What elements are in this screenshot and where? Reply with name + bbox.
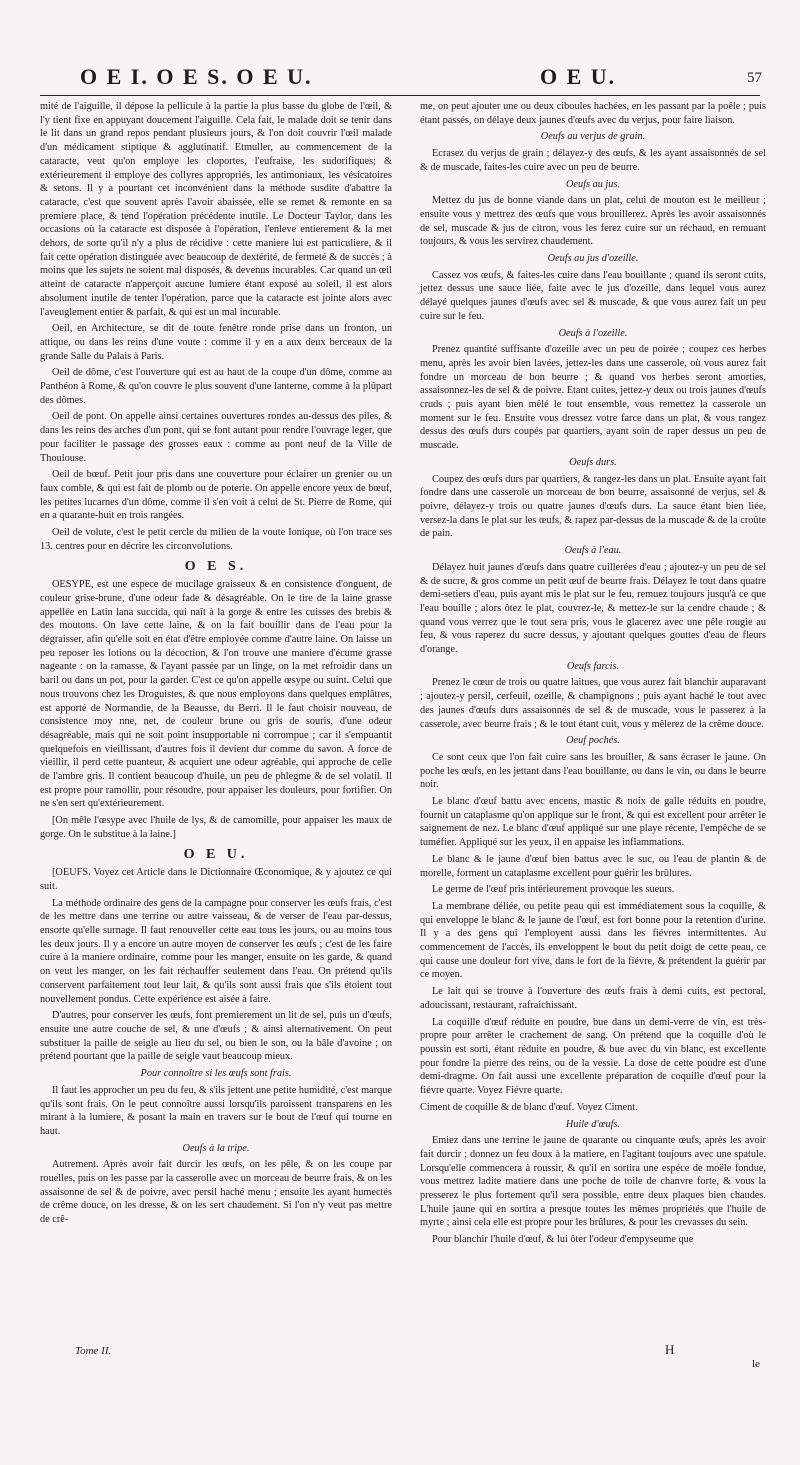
paragraph: Ecrasez du verjus de grain ; délayez-y des œufs, & les ayant assaisonnés de sel & de muscade, faites-les cuire avec un peu de beurre. — [420, 148, 766, 173]
paragraph: Mettez du jus de bonne viande dans un plat, celui de mouton est le meilleur ; ensuite vous y mettrez des œufs que vous brouillerez. Après les avoir assaisonnés de sel, muscade & jus de citron, vous les ferez cuire sur un réchaud, en remuant toujours, & vous les servirez chaudement. — [420, 195, 766, 248]
paragraph: Délayez huit jaunes d'œufs dans quatre cuillerées d'eau ; ajoutez-y un peu de sel & de sucre, & gros comme un petit œuf de beurre frais. Délayez le tout dans quatre demi-setiers d'eau, puis ayant mis le plat sur le feu, remuez toujours jusqu'à ce que l'eau bouille ; alors ôtez le plat, couvrez-le, & mettez-le sur la cendre chaude ; & quand vous verrez que le tout sera pris, vous le glacerez avec une pêle rougie au feu, & vous raperez du sucre dessus, y ajoutant quelques gouttes d'eau de fleurs d'orange. — [420, 561, 766, 656]
subheading: Oeufs à l'ozeille. — [558, 327, 628, 339]
paragraph: D'autres, pour conserver les œufs, font premierement un lit de sel, puis un d'œufs, ensuite une autre couche de sel, & une d'œufs ; & ainsi alternativement. On peut substituer la paille de seigle au lieu du sel, ou bien le son, ou la bâle d'avoine ; on prétend pourtant que la paille de seigle vaut beaucoup mieux. — [40, 1010, 392, 1063]
right-column — [420, 100, 766, 1250]
running-head-left: O E I. O E S. O E U. — [80, 64, 313, 89]
paragraph: Ciment de coquille & de blanc d'œuf. Voyez Ciment. — [420, 1101, 638, 1113]
paragraph: Cassez vos œufs, & faites-les cuire dans l'eau bouillante ; quand ils seront cuits, jettez dessus une sauce liée, faite avec le jus d'ozeille, dans lequel vous aurez délayé quelques jaunes d'œufs avec sel & muscade, & que vous aurez fait un peu cuire sur le feu. — [420, 269, 766, 322]
paragraph: Prenez quantité suffisante d'ozeille avec un peu de poirée ; coupez ces herbes menu, après les avoir bien lavées, jettez-les dans une casserole, où vous aurez fait fondre un morceau de bon beurre ; & quand vos herbes seront amorties, assaisonnez-les de sel & de poivre. Etant cuites, jettez-y deux ou trois jaunes d'œufs cruds ; puis ayant bien mêlé le tout ensemble, vous remettez la casserole un moment sur le feu. Ensuite vous dressez votre farce dans un plat, & vous rangez dessus des œufs durs coupés par quartiers, ayant soin de raper dessus un peu de muscade. — [420, 344, 766, 452]
paragraph: Le germe de l'œuf pris intérieurement provoque les sueurs. — [432, 884, 675, 896]
subheading: Pour connoître si les œufs sont frais. — [140, 1068, 292, 1080]
subheading: Oeufs au jus d'ozeille. — [547, 253, 639, 265]
paragraph: Oeil de dôme, c'est l'ouverture qui est au haut de la coupe d'un dôme, comme au Panthéon à Rome, & qu'on couvre le plus souvent d'une lanterne, comme à la plûpart des dômes. — [40, 367, 392, 406]
paragraph: me, on peut ajouter une ou deux ciboules hachées, en les passant par la poêle ; puis étant passés, on délaye deux jaunes d'œufs avec du verjus, pour faire liaison. — [420, 101, 766, 126]
paragraph: Oeil de pont. On appelle ainsi certaines ouvertures rondes au-dessus des piles, & dans les reins des arches d'un pont, qui se font autant pour rendre l'ouvrage leger, que pour faciliter le passage des grosses eaux : comme au pont neuf de la Ville de Thoulouse. — [40, 411, 392, 464]
paragraph: Le blanc d'œuf battu avec encens, mastic & noix de galle réduits en poudre, fournit un cataplasme qu'on applique sur le front, & qui est excellent pour arrêter le saignement de nez. Le blanc d'œuf appliqué sur une playe récente, l'empêche de se tuméfier. Appliqué sur les yeux, il en appaise les inflammations. — [420, 796, 766, 849]
volume-footer: Tome II. — [75, 1345, 112, 1357]
signature-mark: H — [665, 1342, 675, 1357]
paragraph: mité de l'aiguille, il dépose la pellicule à la partie la plus basse du globe de l'œil, & l'y tient fixe en appuyant doucement l'aiguille. Cela fait, le malade doit se tenir dans le lit dans un grand repos pendant plusieurs jours, & l'on doit couvrir l'œil malade d'un médicament stiptique & agglutinatif. Etmuller, au commencement de la cataracte, veut qu'on employe les cloportes, l'eufraise, les sudorifiques; & extérieurement il employe des collyres appropriés, les antimoniaux, les vésicatoires & setons. Il y a pourtant cet inconvénient dans la méthode susdite d'abattre la cataracte, c'est que souvent après l'avoir abaissée, elle se remet & remonte en sa premiere place, & tend l'opération précédente inutile. Le Docteur Taylor, dans les occasions où la cataracte est disposée à l'opération, l'enleve entierement & la met dehors, de sorte qu'il n'y a plus de récidive : cette maniere lui est particuliere, & il fait cette opération distinguée avec beaucoup de dextérité, de fermeté & de succès ; à moins que les sujets ne soient mal disposés, & devenus incurables. Car quand un œil atteint de cataracte n'apperçoit aucune lumiere étant exposé au soleil, il est alors absolument inutile de tenter l'opération, parce que la cataracte est jointe alors avec l'aveuglement entier & parfait, & qui est un mal incurable. — [40, 101, 392, 318]
paragraph: [On mêle l'œsype avec l'huile de lys, & de camomille, pour appaiser les maux de gorge. On le substitue à la laine.] — [40, 815, 392, 840]
paragraph: Oeil, en Architecture, se dit de toute fenêtre ronde prise dans un fronton, un attique, ou dans les reins d'une voute : comme il y en a aux deux berceaux de la grande Salle du Palais à Paris. — [40, 323, 392, 362]
running-head-right: O E U. — [540, 64, 617, 89]
paragraph: Oeil de bœuf. Petit jour pris dans une couverture pour éclairer un grenier ou un faux comble, & qui est fait de plomb ou de poterie. On appelle encore yeux de bœuf, les petites lucarnes d'un dôme, comme il s'en voit à celui de St. Pierre de Rome, qui en a quarante-huit en trois rangées. — [40, 469, 392, 522]
paragraph: Le blanc & le jaune d'œuf bien battus avec le suc, ou l'eau de plantin & de morelle, forment un cataplasme excellent pour guérir les brûlures. — [420, 853, 766, 879]
subheading: Oeuf pochés. — [566, 735, 620, 747]
left-column — [40, 100, 392, 1230]
paragraph: La membrane déliée, ou petite peau qui est immédiatement sous la coquille, & qui enveloppe le blanc & le jaune de l'œuf, est fort bonne pour la retention d'urine. Il y a des gens qui l'employent aussi dans les fiévres intermittentes. Au commencement de l'accès, ils enveloppent le bout du petit doigt de cette peau, ce qui cause une douleur fort vive, dans le fort de la fiévre, & prétendent la guérir par ce moyen. — [420, 900, 766, 981]
subheading: Oeufs farcis. — [566, 660, 620, 672]
paragraph: [OEUFS. Voyez cet Article dans le Dictionnaire Œconomique, & y ajoutez ce qui suit. — [40, 867, 392, 892]
subheading: Oeufs au verjus de grain. — [540, 131, 646, 143]
subheading: Oeufs au jus. — [565, 178, 621, 190]
paragraph: La coquille d'œuf réduite en poudre, bue dans un demi-verre de vin, est très-propre pour arrêter le crachement de sang. On prétend que la coquille d'où le poussin est sorti, étant réduite en poudre, & bue avec du vin blanc, est excellente pour fondre la pierre des reins, ou de la vessie. La dose de cette poudre est d'une demi-dragme. On fait aussi une excellente préparation de coquille d'œuf pour la fiévre quarte. Voyez Fiévre quarte. — [420, 1016, 766, 1097]
catchword: le — [752, 1358, 760, 1370]
subheading: Oeufs à la tripe. — [182, 1142, 250, 1154]
paragraph: Il faut les approcher un peu du feu, & s'ils jettent une petite humidité, c'est marque qu'ils sont frais. On le peut connoître aussi lorsqu'ils paroissent transparens en les mirant à la lumiere, & posant la main en travers sur le bout de l'œuf qui tourne en haut. — [40, 1084, 392, 1137]
header-rule — [40, 95, 760, 96]
subheading: Oeufs durs. — [569, 456, 617, 468]
paragraph: Prenez le cœur de trois ou quatre laitues, que vous aurez fait blanchir auparavant ; ajoutez-y persil, cerfeuil, ozeille, & champignons ; puis ayant haché le tout avec des jaunes d'œufs durs assaisonnés de sel & de muscade, vous le passerez à la casserole, avec beurre frais ; & le tout étant cuit, vous y mêlerez de la crême douce. — [420, 677, 766, 730]
paragraph: Le lait qui se trouve à l'ouverture des œufs frais à demi cuits, est pectoral, adoucissant, restaurant, rafraichissant. — [420, 986, 766, 1011]
paragraph: Coupez des œufs durs par quartiers, & rangez-les dans un plat. Ensuite ayant fait fondre dans une casserole un morceau de bon beurre, assaisonné de verjus, sel & poivre, délayez-y trois ou quatre jaunes d'œufs durs. La sauce étant bien liée, versez-la dans le plat sur les œufs, & rapez par-dessus de la muscade & de la croûte de pain. — [420, 473, 766, 540]
section-heading-oeu: O E U. — [183, 846, 249, 862]
paragraph: La méthode ordinaire des gens de la campagne pour conserver les œufs frais, c'est de les mettre dans une terrine ou autre vaisseau, & de verser de l'eau par-dessus, ensorte qu'elle surnage. Il faut renouveller cette eau tous les jours, ou au moins tous les deux jours. Il y a encore un autre moyen de conserver les œufs ; c'est de les faire cuire à la maniere ordinaire, comme pour les manger, ensuite on les garde, & quand on veut les manger, on les fait réchauffer seulement dans l'eau. On prétend qu'ils conservent parfaitement tout leur lait, & qu'ils sont aussi frais que s'ils étoient tout nouvellement pondus. Cette expérience est aisée à faire. — [40, 897, 392, 1005]
paragraph: OESYPE, est une espece de mucilage graisseux & en consistence d'onguent, de couleur grise-brune, d'une odeur fade & désagréable. On le tire de la laine grasse appellée en Latin lana succida, qui naît à la gorge & entre les cuisses des brebis & des moutons. On lave cette laine, & on la fait bouillir dans de l'eau pour la dégraisser, afin qu'elle soit en état d'être employée comme d'autre laine. On laisse un peu reposer les lotions ou la décoction, & l'on trouve une maniere d'écume grasse nageante : on la ramasse, & l'ayant passée par un linge, on la met refroidir dans un baril ou dans un pot, pour la garder. C'est ce qu'on appelle œsype ou suint. Celui que nous trouvons chez les Droguistes, & que nous employons dans quelques emplâtres, est apporté de Normandie, de la Beausse, du Berri. Il le faut choisir nouveau, de consistence moy nne, net, de couleur brune ou gris de souris, d'une odeur désagréable, mais qui ne soit point insupportable ni corrompue ; car il s'empuantit quelquefois en vieillissant, d'autres fois il devient dur comme du savon. A force de vieillir, il perd cette puanteur, & acquiert une odeur agréable, qui approche de celle de l'ambre gris. Il contient beaucoup d'huile, un peu de phlegme & de sel volatil. Il est propre pour ramollir, pour résoudre, pour appaiser les douleurs, pour fortifier. On ne s'en sert qu'extérieurement. — [40, 579, 392, 810]
paragraph: Ce sont ceux que l'on fait cuire sans les brouiller, & sans écraser le jaune. On poche les œufs, en les jettant dans l'eau bouillante, ou dans le vin, ou dans le beurre noir. — [420, 751, 766, 791]
paragraph: Autrement. Après avoir fait durcir les œufs, on les pêle, & on les coupe par rouelles, puis on les passe par la casserolle avec un morceau de beurre frais, & on les assaisonne de sel & de poivre, avec persil haché menu ; ensuite les ayant humectés de crême douce, on les dresse, & on les sert chaudement. Si l'on n'y veut pas mettre de crê- — [40, 1159, 392, 1226]
paragraph: Pour blanchir l'huile d'œuf, & lui ôter l'odeur d'empyseume que — [432, 1234, 694, 1246]
page-number: 57 — [747, 70, 762, 86]
paragraph: Emiez dans une terrine le jaune de quarante ou cinquante œufs, après les avoir fait durcir ; donnez un feu doux à la matiere, en l'agitant toujours avec une spatule. Lorsqu'elle commencera à roussir, & qu'il en sortira une espéce de moële fondue, vous mettrez ladite matiere dans une poche de toile de chanvre forte, & vous la presserez le plus fortement qu'il sera possible, entre deux plaques bien chaudes. L'huile jaune qui en sortira a presque toutes les mêmes propriétés que l'huile de myrte ; ainsi cela elle est propre pour les brûlures, & pour les crevasses du sein. — [420, 1135, 766, 1229]
subheading: Huile d'œufs. — [565, 1118, 621, 1130]
subheading: Oeufs à l'eau. — [564, 545, 622, 557]
section-heading-oes: O E S. — [184, 558, 248, 574]
paragraph: Oeil de volute, c'est le petit cercle du milieu de la voute Ionique, où l'on trace ses 13. centres pour en décrire les circonvolutions. — [40, 527, 392, 552]
